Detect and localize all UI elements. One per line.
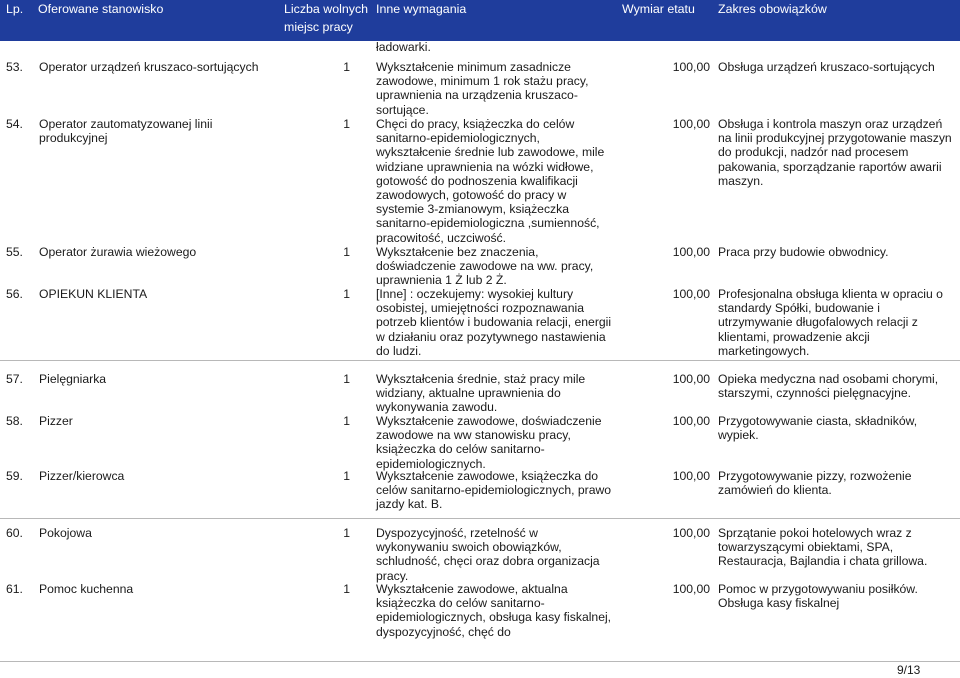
row-zakres: Pomoc w przygotowywaniu posiłków. Obsługa kasy fiskalnej xyxy=(718,582,918,611)
row-inne: [Inne] : oczekujemy: wysokiej kultury osobistej, umiejętności rozpoznawania potrzeb klientów i budowania relacji, energii w działaniu oraz pozytywnego nastawienia do ludzi. xyxy=(376,287,612,358)
header-stanowisko: Oferowane stanowisko xyxy=(38,2,164,16)
row-stanowisko: Operator urządzeń kruszaco-sortujących xyxy=(39,60,259,74)
row-lp: 56. xyxy=(6,287,23,301)
continuation-text: ładowarki. xyxy=(376,40,431,54)
row-lp: 58. xyxy=(6,414,23,428)
header-wymiar: Wymiar etatu xyxy=(622,2,695,16)
row-liczba: 1 xyxy=(343,526,350,540)
row-lp: 55. xyxy=(6,245,23,259)
row-inne: Wykształcenie zawodowe, doświadczenie zawodowe na ww stanowisku pracy, książeczka do celów sanitarno- epidemiologicznych. xyxy=(376,414,602,471)
row-inne: Wykształcenie zawodowe, książeczka do celów sanitarno-epidemiologicznych, prawo jazdy kat. B. xyxy=(376,469,612,512)
row-stanowisko: Pokojowa xyxy=(39,526,92,540)
row-lp: 59. xyxy=(6,469,23,483)
row-wymiar: 100,00 xyxy=(672,372,710,386)
row-lp: 57. xyxy=(6,372,23,386)
page-bottom-rule xyxy=(0,661,960,662)
header-liczba: Liczba wolnych miejsc pracy xyxy=(284,2,369,34)
row-zakres: Przygotowywanie pizzy, rozwożenie zamówień do klienta. xyxy=(718,469,912,498)
table-header xyxy=(0,0,960,41)
row-wymiar: 100,00 xyxy=(672,582,710,596)
row-stanowisko: Pomoc kuchenna xyxy=(39,582,134,596)
row-zakres: Opieka medyczna nad osobami chorymi, starszymi, czynności pielęgnacyjne. xyxy=(718,372,939,401)
row-wymiar: 100,00 xyxy=(672,469,710,483)
row-inne: Wykształcenie minimum zasadnicze zawodowe, minimum 1 rok stażu pracy, uprawnienia na urządzenia kruszaco- sortujące. xyxy=(376,60,589,117)
row-liczba: 1 xyxy=(343,287,350,301)
row-liczba: 1 xyxy=(343,372,350,386)
row-separator xyxy=(0,360,960,361)
row-wymiar: 100,00 xyxy=(672,287,710,301)
row-zakres: Przygotowywanie ciasta, składników, wypiek. xyxy=(718,414,918,443)
row-inne: Wykształcenie bez znaczenia, doświadczenie zawodowe na ww. pracy, uprawnienia 1 Ż lub 2 Ż. xyxy=(376,245,594,288)
row-stanowisko: Pielęgniarka xyxy=(39,372,107,386)
row-inne: Wykształcenia średnie, staż pracy mile widziany, aktualne uprawnienia do wykonywania zawodu. xyxy=(376,372,586,415)
row-zakres: Obsługa urządzeń kruszaco-sortujących xyxy=(718,60,935,74)
header-inne: Inne wymagania xyxy=(376,2,467,16)
row-inne: Chęci do pracy, książeczka do celów sanitarno-epidemiologicznych, wykształcenie średnie lub zawodowe, mile widziane uprawnienia na wózki widłowe, gotowość do podnoszenia kwalifikacji zawodowych, gotowość do pracy w systemie 3-zmianowym, książeczka sanitarno-epidemiologiczna ,sumienność, pracowitość, uczciwość. xyxy=(376,117,605,245)
row-stanowisko: Pizzer xyxy=(39,414,73,428)
row-inne: Dyspozycyjność, rzetelność w wykonywaniu swoich obowiązków, schludność, chęci oraz dobra organizacja pracy. xyxy=(376,526,600,583)
row-lp: 53. xyxy=(6,60,23,74)
row-zakres: Sprzątanie pokoi hotelowych wraz z towarzyszącymi obiektami, SPA, Restauracja, Bajlandia i chata grillowa. xyxy=(718,526,928,569)
row-stanowisko: Operator zautomatyzowanej linii produkcyjnej xyxy=(39,117,213,146)
row-liczba: 1 xyxy=(343,60,350,74)
row-liczba: 1 xyxy=(343,582,350,596)
row-wymiar: 100,00 xyxy=(672,414,710,428)
row-liczba: 1 xyxy=(343,469,350,483)
page-number: 9/13 xyxy=(897,663,921,677)
row-separator xyxy=(0,518,960,519)
row-zakres: Obsługa i kontrola maszyn oraz urządzeń na linii produkcyjnej przygotowanie maszyn do produkcji, nadzór nad procesem pakowania, sporządzanie raportów awarii maszyn. xyxy=(718,117,952,188)
row-wymiar: 100,00 xyxy=(672,117,710,131)
row-zakres: Praca przy budowie obwodnicy. xyxy=(718,245,889,259)
row-liczba: 1 xyxy=(343,414,350,428)
row-lp: 54. xyxy=(6,117,23,131)
row-stanowisko: Operator żurawia wieżowego xyxy=(39,245,197,259)
row-liczba: 1 xyxy=(343,117,350,131)
header-zakres: Zakres obowiązków xyxy=(718,2,827,16)
row-lp: 60. xyxy=(6,526,23,540)
row-wymiar: 100,00 xyxy=(672,526,710,540)
row-zakres: Profesjonalna obsługa klienta w opraciu o standardy Spółki, budowanie i utrzymywanie długofalowych relacji z klientami, prowadzenie akcji marketingowych. xyxy=(718,287,943,358)
row-inne: Wykształcenie zawodowe, aktualna książeczka do celów sanitarno- epidemiologicznych, obsługa kasy fiskalnej, dyspozycyjność, chęć do xyxy=(376,582,612,639)
row-liczba: 1 xyxy=(343,245,350,259)
row-wymiar: 100,00 xyxy=(672,60,710,74)
row-stanowisko: OPIEKUN KLIENTA xyxy=(39,287,148,301)
header-lp: Lp. xyxy=(6,2,24,16)
row-lp: 61. xyxy=(6,582,23,596)
row-stanowisko: Pizzer/kierowca xyxy=(39,469,125,483)
row-wymiar: 100,00 xyxy=(672,245,710,259)
